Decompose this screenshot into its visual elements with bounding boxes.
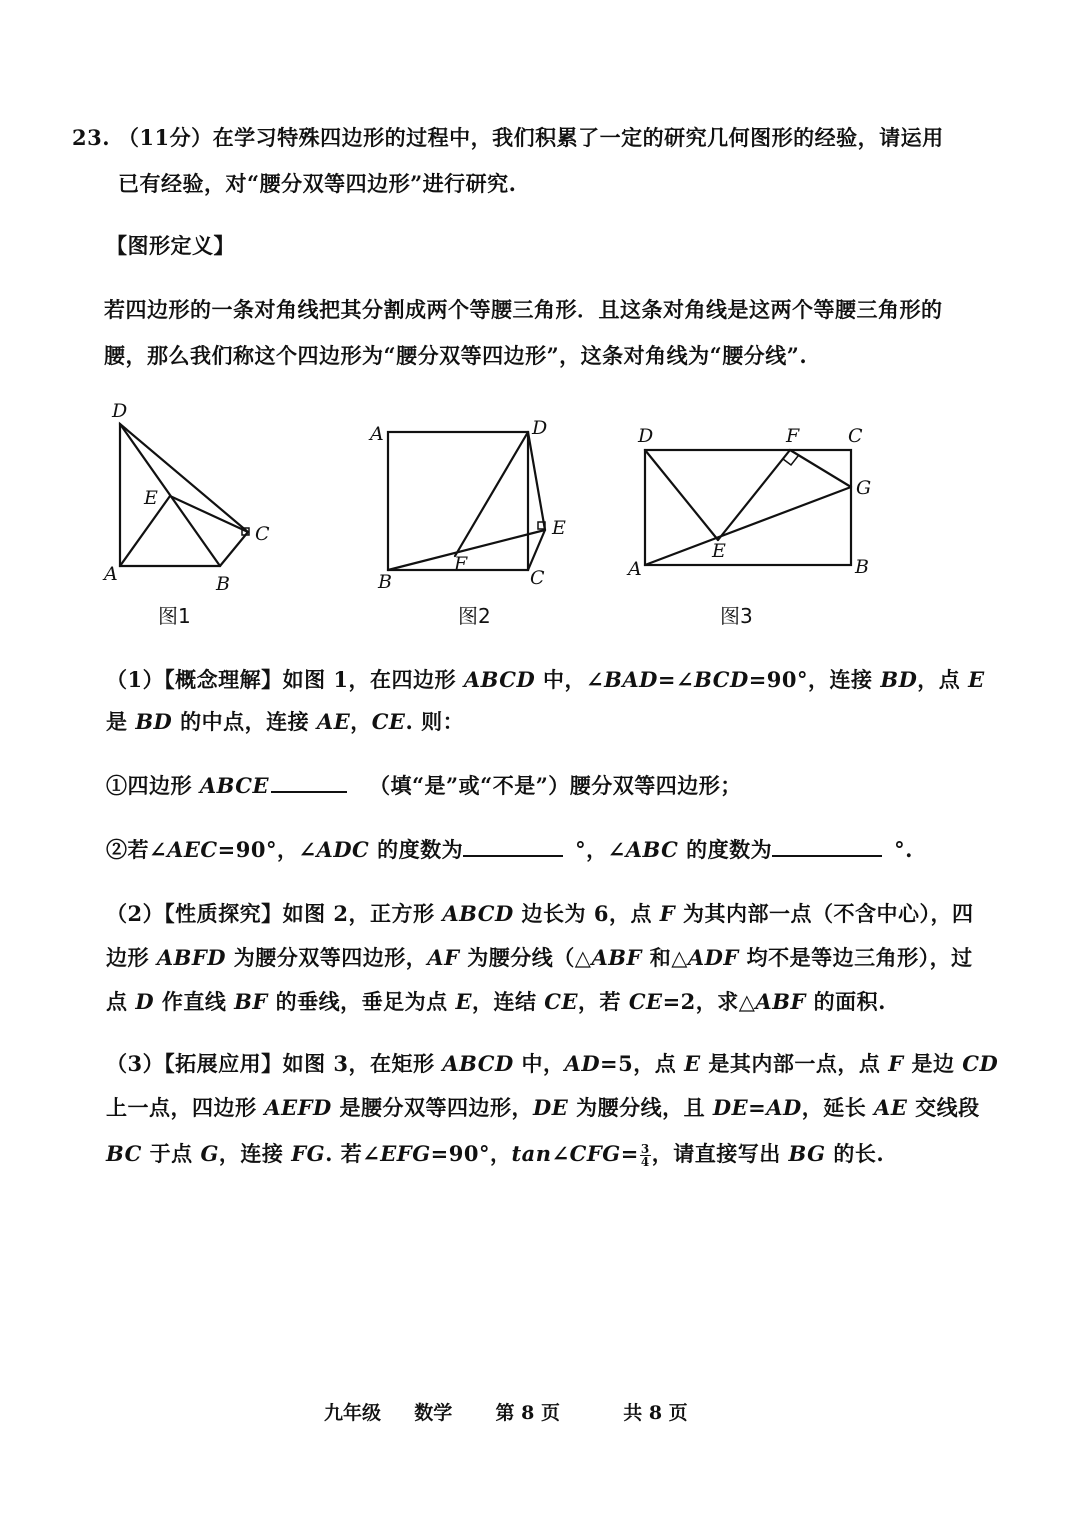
math-run: EFG bbox=[380, 1141, 431, 1166]
text-run: 中，∠ bbox=[535, 667, 605, 692]
text-run: ，请直接写出 bbox=[651, 1141, 789, 1166]
text-run: 上一点，四边形 bbox=[106, 1095, 265, 1120]
answer-blank-1[interactable] bbox=[271, 773, 347, 793]
definition-line2: 腰，那么我们称这个四边形为“腰分双等四边形”，这条对角线为“腰分线”. bbox=[104, 343, 808, 368]
question-intro-line2: 已有经验，对“腰分双等四边形”进行研究. bbox=[118, 171, 517, 196]
text-run: =∠ bbox=[657, 667, 695, 692]
fig3-label-D: D bbox=[638, 425, 654, 447]
math-run: F bbox=[888, 1051, 904, 1076]
math-run: ABF bbox=[755, 989, 806, 1014]
math-run: AEC bbox=[167, 837, 218, 862]
text-run: 点 bbox=[106, 989, 136, 1014]
math-run: ABF bbox=[591, 945, 642, 970]
fig1-label-E: E bbox=[144, 487, 158, 509]
math-run: E bbox=[684, 1051, 701, 1076]
text-run: ，若 bbox=[578, 989, 629, 1014]
fig3-label-B: B bbox=[855, 556, 869, 578]
text-run: =5，点 bbox=[600, 1051, 685, 1076]
text-run: ∠ bbox=[551, 1141, 570, 1166]
text-run: 为腰分线，且 bbox=[568, 1095, 713, 1120]
math-run: FG bbox=[291, 1141, 326, 1166]
text-run: ，点 bbox=[917, 667, 969, 692]
figures-drawing bbox=[0, 0, 1080, 640]
fig2-label-B: B bbox=[378, 571, 392, 593]
text-run: 均不是等边三角形），过 bbox=[738, 945, 973, 970]
math-run: ABCD bbox=[463, 667, 536, 692]
text-run: 边形 bbox=[106, 945, 157, 970]
fig2-label-E: E bbox=[552, 517, 566, 539]
part1-sub2 bbox=[106, 834, 913, 864]
part2-line2 bbox=[106, 942, 973, 972]
math-run: CE bbox=[628, 989, 663, 1014]
text-run: =2，求△ bbox=[662, 989, 756, 1014]
math-run: CFG bbox=[569, 1141, 621, 1166]
text-run: 为其内部一点（不含中心），四 bbox=[675, 901, 974, 926]
fig2-seg-DE bbox=[528, 432, 545, 530]
fig3-label-G: G bbox=[856, 477, 872, 499]
part2-line1 bbox=[106, 898, 974, 928]
math-run: F bbox=[659, 901, 676, 926]
part3-line2 bbox=[106, 1092, 980, 1122]
definition-line1: 若四边形的一条对角线把其分割成两个等腰三角形．且这条对角线是这两个等腰三角形的 bbox=[104, 297, 943, 322]
math-run: D bbox=[135, 989, 155, 1014]
part1-line1 bbox=[106, 664, 985, 694]
part1-sub1 bbox=[106, 770, 742, 800]
math-run: AF bbox=[427, 945, 460, 970]
math-run: BF bbox=[234, 989, 268, 1014]
text-run: . 则： bbox=[405, 709, 465, 734]
math-run: CD bbox=[962, 1051, 999, 1076]
fig3-seg-FG bbox=[790, 450, 851, 487]
text-run: ，连结 bbox=[471, 989, 545, 1014]
text-run: 的垂线，垂足为点 bbox=[267, 989, 456, 1014]
math-run: ABFD bbox=[156, 945, 226, 970]
fig1-quad-ABCD bbox=[120, 424, 248, 566]
math-run: AE bbox=[316, 709, 351, 734]
fraction-three-quarters bbox=[640, 1143, 651, 1168]
text-run: ， bbox=[350, 709, 372, 734]
text-run: 的度数为 bbox=[369, 837, 464, 862]
figure3-lines bbox=[645, 450, 851, 565]
text-run: °，∠ bbox=[575, 837, 626, 862]
fig2-label-F: F bbox=[454, 553, 468, 575]
fraction-numerator: 3 bbox=[640, 1142, 650, 1156]
text-run: ，连接 bbox=[218, 1141, 292, 1166]
math-run: ADF bbox=[687, 945, 739, 970]
math-run: G bbox=[200, 1141, 219, 1166]
fig1-seg-EC bbox=[170, 496, 248, 532]
fig3-label-A: A bbox=[628, 558, 642, 580]
fig3-seg-EF bbox=[718, 450, 790, 540]
text-run: 是腰分双等四边形， bbox=[331, 1095, 534, 1120]
math-run: ABCD bbox=[442, 901, 514, 926]
text-run: 于点 bbox=[141, 1141, 201, 1166]
text-run: = bbox=[748, 1095, 767, 1120]
math-run: AD bbox=[766, 1095, 802, 1120]
math-run: AD bbox=[564, 1051, 601, 1076]
fig2-label-C: C bbox=[530, 567, 545, 589]
text-run: 的中点，连接 bbox=[172, 709, 317, 734]
math-run: BD bbox=[880, 667, 918, 692]
fig2-label-A: A bbox=[370, 423, 384, 445]
fig1-label-A: A bbox=[104, 563, 118, 585]
figure1-lines bbox=[120, 424, 249, 566]
text-run: 作直线 bbox=[154, 989, 235, 1014]
text-run: ①四边形 bbox=[106, 773, 200, 798]
fig2-seg-EC bbox=[528, 530, 545, 570]
part3-line3 bbox=[106, 1138, 884, 1168]
text-run: ②若∠ bbox=[106, 837, 168, 862]
math-run: CE bbox=[371, 709, 406, 734]
question-intro-line1: （11分）在学习特殊四边形的过程中，我们积累了一定的研究几何图形的经验，请运用 bbox=[117, 125, 944, 150]
text-run: （1）【概念理解】如图 1，在四边形 bbox=[106, 667, 464, 692]
fig3-label-C: C bbox=[848, 425, 863, 447]
math-run: ADC bbox=[316, 837, 370, 862]
math-run: CE bbox=[544, 989, 579, 1014]
fig1-label-D: D bbox=[112, 400, 128, 422]
fig3-seg-AG bbox=[645, 487, 851, 565]
fig2-caption: 图2 bbox=[458, 604, 491, 628]
text-run: 的长. bbox=[825, 1141, 885, 1166]
text-run: 交线段 bbox=[907, 1095, 980, 1120]
text-run: =90°，连接 bbox=[748, 667, 881, 692]
math-run: DE bbox=[712, 1095, 749, 1120]
answer-blank-2[interactable] bbox=[463, 837, 563, 857]
footer-page: 第 8 页 bbox=[495, 1402, 560, 1424]
math-run: AE bbox=[874, 1095, 908, 1120]
fig1-label-B: B bbox=[216, 573, 230, 595]
definition-heading: 【图形定义】 bbox=[106, 233, 235, 258]
text-run: °. bbox=[894, 837, 913, 862]
figure2-lines bbox=[388, 432, 545, 570]
fig2-label-D: D bbox=[532, 417, 548, 439]
math-run: ABC bbox=[625, 837, 679, 862]
text-run: = bbox=[620, 1141, 639, 1166]
text-run: 为腰分线（△ bbox=[459, 945, 592, 970]
fig3-caption: 图3 bbox=[720, 604, 753, 628]
fig3-label-E: E bbox=[712, 540, 726, 562]
text-run: 的面积. bbox=[805, 989, 886, 1014]
fig1-label-C: C bbox=[255, 523, 270, 545]
part2-line3 bbox=[106, 986, 886, 1016]
math-run: BAD bbox=[604, 667, 658, 692]
fig1-caption: 图1 bbox=[158, 604, 191, 628]
page-footer bbox=[324, 1398, 688, 1425]
math-run: tan bbox=[511, 1141, 552, 1166]
math-run: BG bbox=[788, 1141, 826, 1166]
text-run: . 若∠ bbox=[325, 1141, 381, 1166]
footer-subject: 数学 bbox=[414, 1402, 453, 1424]
math-run: AEFD bbox=[264, 1095, 332, 1120]
text-run: 是其内部一点，点 bbox=[700, 1051, 889, 1076]
math-run: E bbox=[455, 989, 472, 1014]
math-run: E bbox=[968, 667, 985, 692]
text-run: 为腰分双等四边形， bbox=[225, 945, 428, 970]
text-run: 是边 bbox=[903, 1051, 963, 1076]
text-run: （填“是”或“不是”）腰分双等四边形； bbox=[368, 773, 742, 798]
text-run: （2）【性质探究】如图 2，正方形 bbox=[106, 901, 443, 926]
math-run: ABCE bbox=[199, 773, 269, 798]
question-number: 23. bbox=[72, 125, 111, 150]
text-run: 边长为 6，点 bbox=[513, 901, 660, 926]
math-run: ABCD bbox=[442, 1051, 514, 1076]
text-run: ，延长 bbox=[801, 1095, 875, 1120]
fig3-seg-DE bbox=[645, 450, 718, 540]
fig3-label-F: F bbox=[786, 425, 800, 447]
part1-line2 bbox=[106, 706, 464, 736]
part3-line1 bbox=[106, 1048, 998, 1078]
text-run: =90°，∠ bbox=[217, 837, 317, 862]
text-run: 中， bbox=[513, 1051, 565, 1076]
text-run: （3）【拓展应用】如图 3，在矩形 bbox=[106, 1051, 443, 1076]
footer-total: 共 8 页 bbox=[623, 1402, 688, 1424]
text-run: 是 bbox=[106, 709, 136, 734]
footer-grade: 九年级 bbox=[324, 1402, 382, 1424]
text-run: =90°， bbox=[430, 1141, 512, 1166]
math-run: BCD bbox=[694, 667, 749, 692]
math-run: DE bbox=[533, 1095, 569, 1120]
math-run: BD bbox=[135, 709, 173, 734]
answer-blank-3[interactable] bbox=[772, 837, 882, 857]
fraction-denominator: 4 bbox=[640, 1155, 650, 1169]
text-run: 和△ bbox=[641, 945, 688, 970]
math-run: BC bbox=[106, 1141, 142, 1166]
text-run: 的度数为 bbox=[678, 837, 773, 862]
